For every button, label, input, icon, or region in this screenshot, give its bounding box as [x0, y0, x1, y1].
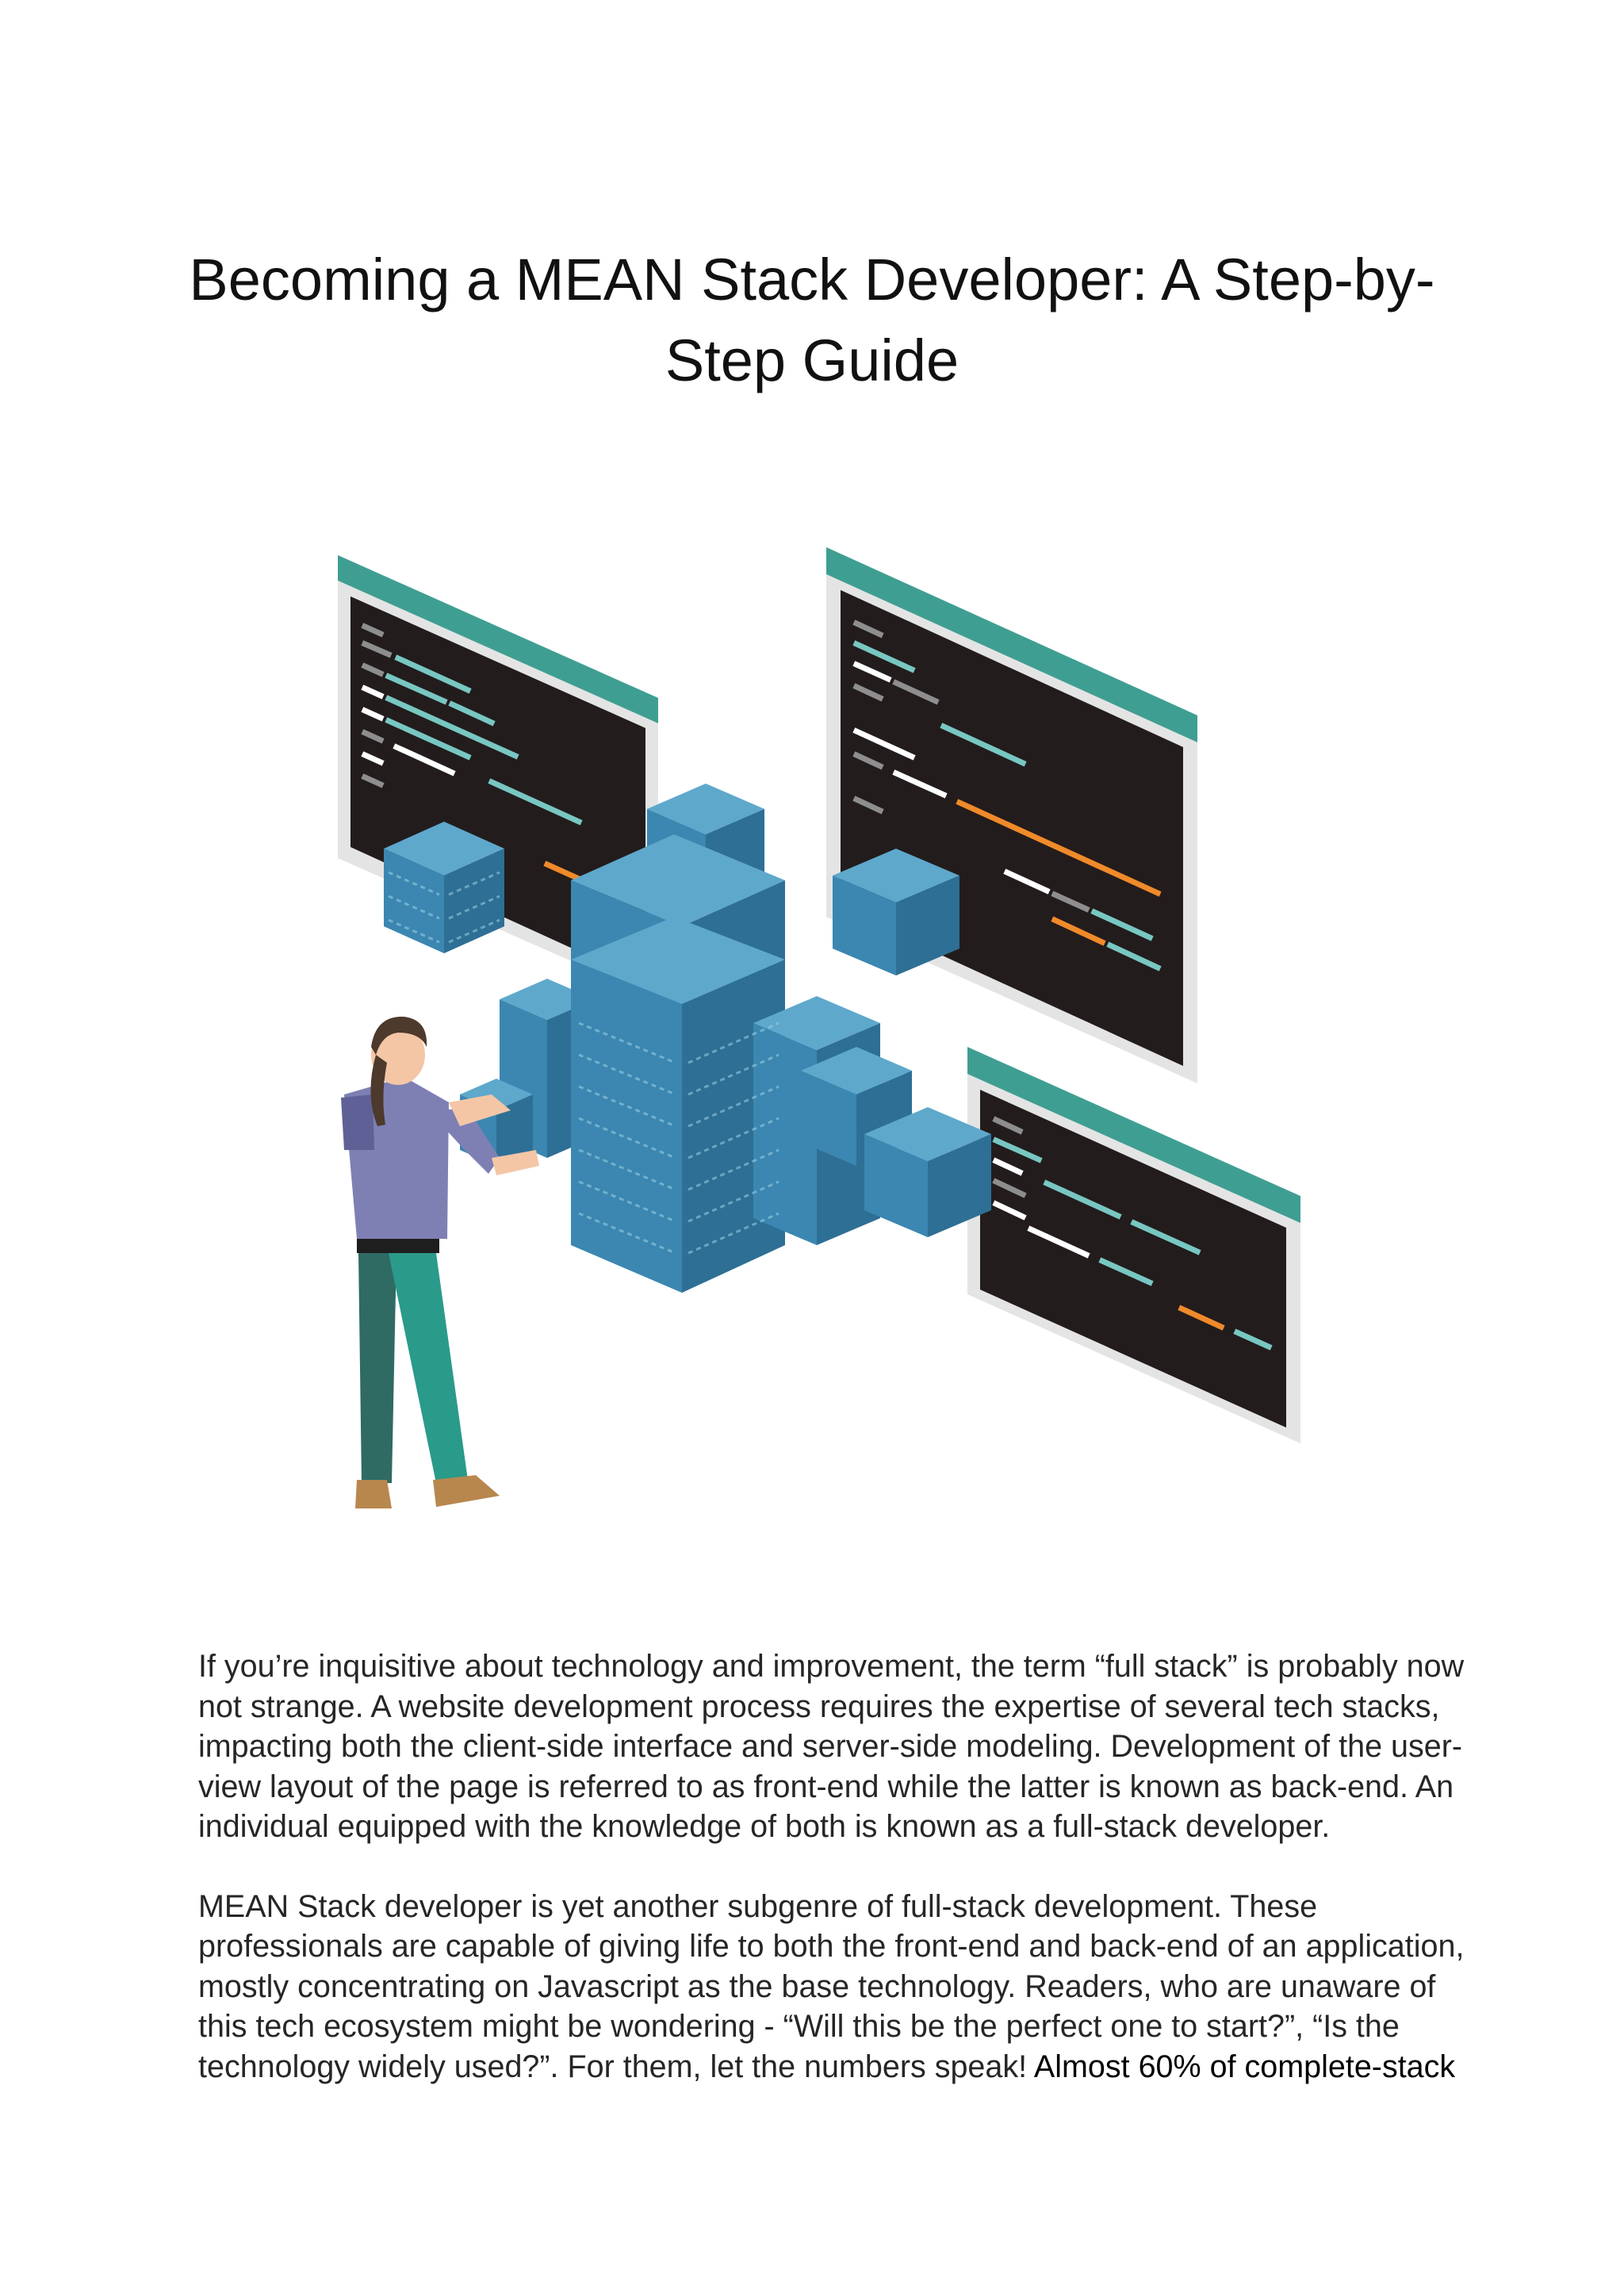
text-line: mostly concentrating on Javascript as the base technology. Readers, who are unaware of — [198, 1968, 1436, 2004]
emphasized-text: Almost 60% of complete-stack — [1033, 2049, 1456, 2084]
code-screen-bottom-right — [967, 1047, 1300, 1443]
server-cube-cluster — [384, 784, 991, 1293]
text-line-last — [198, 2047, 1456, 2087]
text-line: individual equipped with the knowledge of both is known as a full-stack developer. — [198, 1809, 1331, 1844]
text-line: professionals are capable of giving life to both the front-end and back-end of an application, — [198, 1929, 1465, 1964]
text-line: view layout of the page is referred to as front-end while the latter is known as back-end. An — [198, 1769, 1454, 1804]
text-line: If you’re inquisitive about technology and improvement, the term “full stack” is probably now — [198, 1649, 1465, 1684]
text-line: impacting both the client-side interface and server-side modeling. Development of the user- — [198, 1729, 1463, 1764]
server-cube — [384, 822, 504, 953]
code-screen-top-right — [826, 547, 1197, 1083]
title-line-1: Becoming a MEAN Stack Developer: A Step-by- — [189, 247, 1435, 312]
article-body — [198, 1646, 1465, 2087]
paragraph-1 — [198, 1646, 1465, 1847]
paragraph-2 — [198, 1887, 1465, 2087]
text-line: this tech ecosystem might be wondering - “Will this be the perfect one to start?”, “Is the — [198, 2009, 1400, 2044]
text-line: MEAN Stack developer is yet another subgenre of full-stack development. These — [198, 1888, 1318, 1924]
server-cube — [864, 1107, 991, 1237]
title-line-2: Step Guide — [665, 328, 959, 393]
text-line: not strange. A website development process requires the expertise of several tech stacks, — [198, 1688, 1440, 1724]
server-cube — [833, 849, 959, 976]
hero-illustration — [309, 547, 1308, 1523]
text-line-prefix: technology widely used?”. For them, let the numbers speak! — [198, 2049, 1034, 2084]
server-cube — [571, 917, 785, 1293]
page-title — [0, 240, 1624, 401]
